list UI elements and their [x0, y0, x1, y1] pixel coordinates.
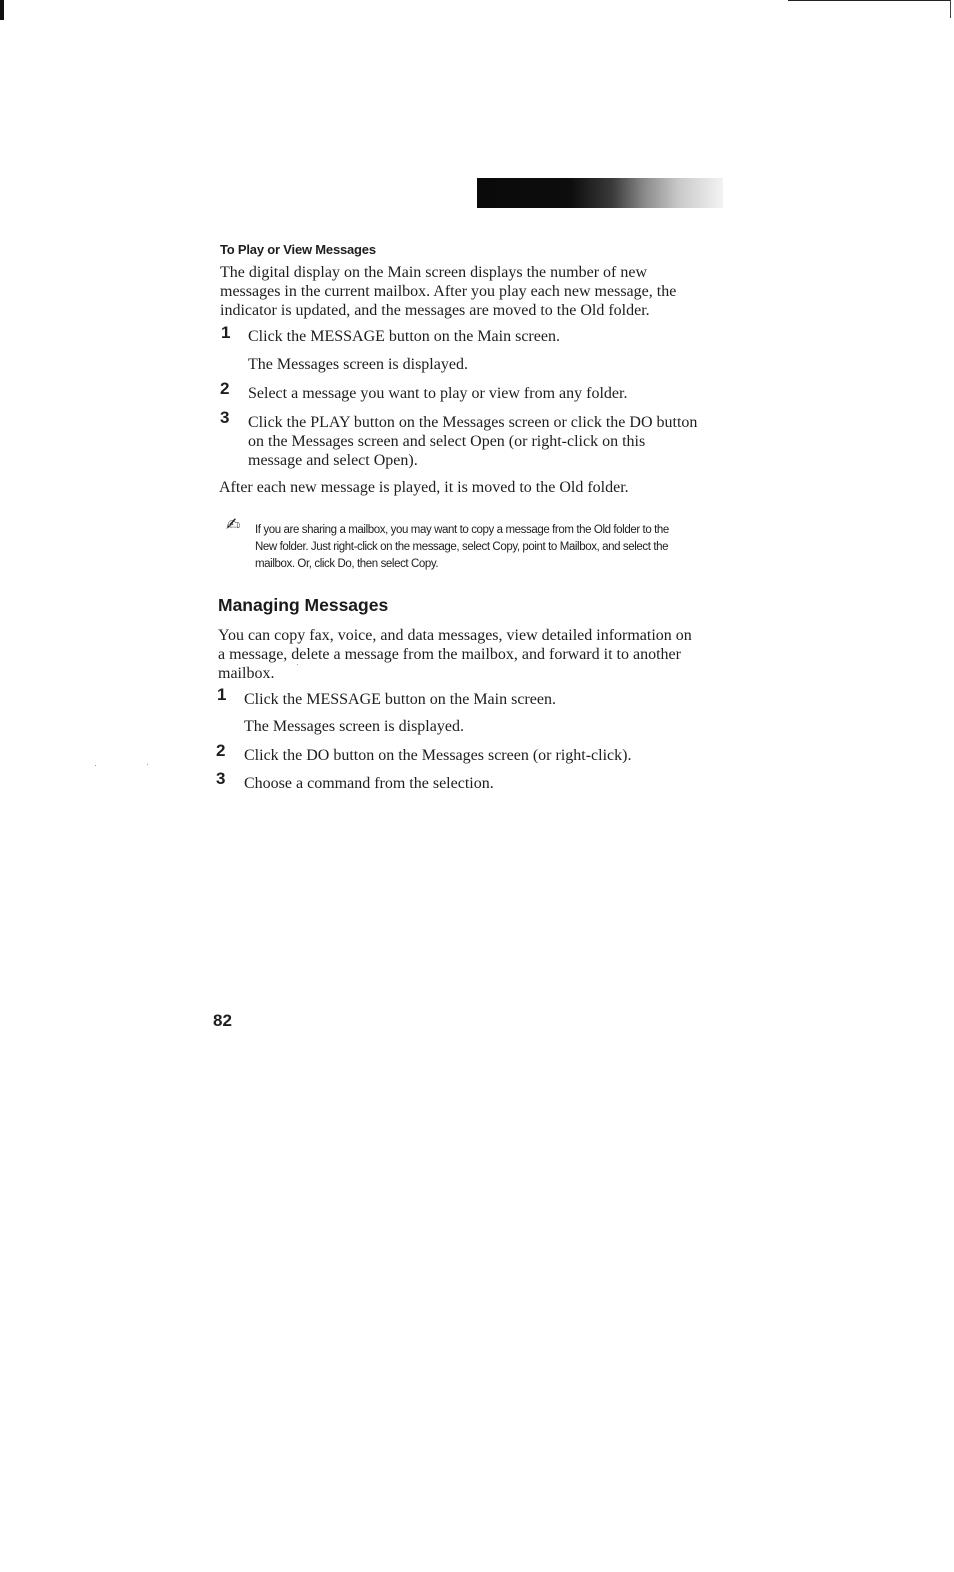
page-number: 82 — [213, 1011, 232, 1030]
step-line: on the Messages screen and select Open (or right-click on this — [248, 433, 646, 450]
intro-line: You can copy fax, voice, and data messages, view detailed information on — [218, 627, 692, 644]
step-result: The Messages screen is displayed. — [248, 356, 468, 373]
subheading-play-view: To Play or View Messages — [220, 242, 376, 257]
top-rule — [788, 0, 950, 1]
intro-line: messages in the current mailbox. After you play each new message, the — [220, 283, 677, 300]
note-line: New folder. Just right-click on the message, select Copy, point to Mailbox, and select the — [255, 541, 669, 553]
step-line: Click the PLAY button on the Messages screen or click the DO button — [248, 414, 698, 431]
scan-speck — [297, 664, 298, 665]
closing-paragraph: After each new message is played, it is moved to the Old folder. — [219, 479, 629, 496]
section-title-managing-messages: Managing Messages — [218, 595, 389, 615]
intro-line: mailbox. — [218, 665, 275, 682]
chapter-header-bar — [477, 178, 723, 208]
step-line: message and select Open). — [248, 452, 418, 469]
step-text: Click the MESSAGE button on the Main screen. — [244, 691, 556, 708]
step-text — [248, 413, 697, 470]
step-number: 1 — [217, 685, 227, 704]
intro-line: The digital display on the Main screen displays the number of new — [220, 264, 648, 281]
corner-rule — [950, 0, 951, 18]
note-line: mailbox. Or, click Do, then select Copy. — [255, 558, 439, 570]
step-text: Click the DO button on the Messages screen (or right-click). — [244, 747, 632, 764]
step-number: 2 — [216, 741, 226, 760]
intro-paragraph — [218, 626, 692, 683]
scan-speck — [95, 765, 96, 766]
scan-speck — [147, 764, 148, 765]
note-text — [255, 522, 715, 573]
step-number: 3 — [216, 769, 226, 788]
step-text: Click the MESSAGE button on the Main screen. — [248, 328, 560, 345]
note-line: If you are sharing a mailbox, you may want to copy a message from the Old folder to the — [255, 524, 669, 536]
step-result: The Messages screen is displayed. — [244, 718, 464, 735]
intro-paragraph — [220, 263, 676, 320]
step-number: 3 — [220, 408, 230, 427]
step-number: 2 — [220, 379, 230, 398]
note-pencil-icon: ✍ — [226, 515, 241, 535]
step-text: Choose a command from the selection. — [244, 775, 494, 792]
step-text: Select a message you want to play or view from any folder. — [248, 385, 628, 402]
intro-line: a message, delete a message from the mailbox, and forward it to another — [218, 646, 681, 663]
intro-line: indicator is updated, and the messages are moved to the Old folder. — [220, 302, 650, 319]
scan-edge-mark — [0, 0, 4, 20]
step-number: 1 — [221, 323, 231, 342]
